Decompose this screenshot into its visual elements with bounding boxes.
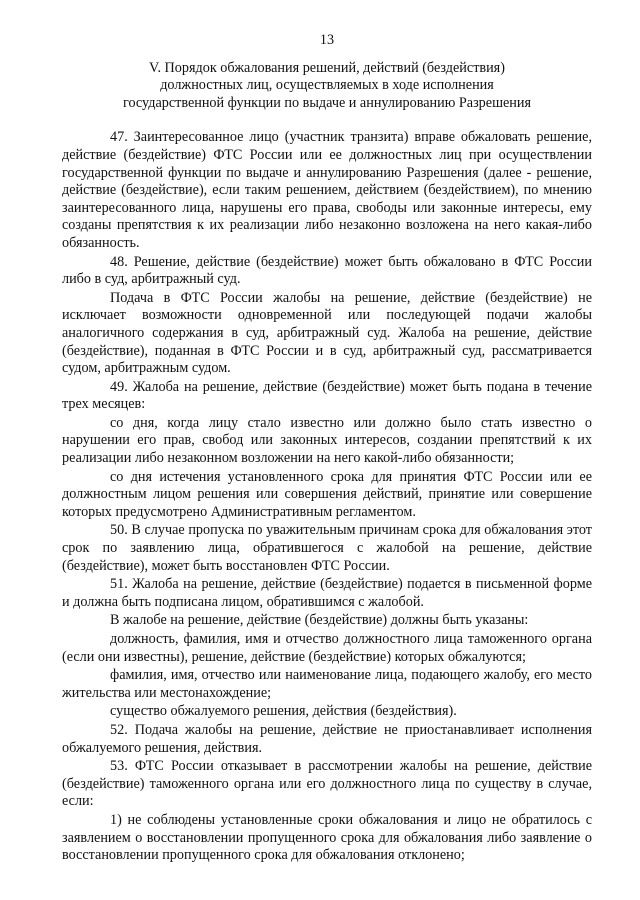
section-heading-line: государственной функции по выдаче и аннулированию Разрешения — [123, 94, 531, 111]
section-heading-line: V. Порядок обжалования решений, действий (бездействия) — [149, 59, 505, 76]
paragraph-49-item-1: со дня, когда лицу стало известно или должно было стать известно о нарушении его прав, свобод или законных интересов, создании препятствий к их реализации либо незаконном возложении на него какой-либо обязанности; — [62, 414, 592, 467]
paragraph-50: 50. В случае пропуска по уважительным причинам срока для обжалования этот срок по заявлению лица, обратившегося с жалобой на решение, действие (бездействие), может быть восстановлен ФТС России. — [62, 522, 592, 574]
paragraph-48: 48. Решение, действие (бездействие) может быть обжаловано в ФТС России либо в суд, арбитражный суд. — [62, 253, 592, 288]
document-page — [62, 32, 592, 866]
paragraph-51-item-3: существо обжалуемого решения, действия (бездействия). — [110, 703, 457, 720]
paragraph-52: 52. Подача жалобы на решение, действие не приостанавливает исполнения обжалуемого решения, действия. — [62, 721, 592, 756]
page-number: 13 — [319, 32, 335, 48]
paragraph-49: 49. Жалоба на решение, действие (бездействие) может быть подана в течение трех месяцев: — [62, 378, 592, 413]
paragraph-48-filing: Подача в ФТС России жалобы на решение, действие (бездействие) не исключает возможности одновременной или последующей подачи жалобы аналогичного содержания в суд, арбитражный суд. Жалоба на решение, действие (бездействие), поданная в ФТС России и в суд, арбитражный суд, рассматривается судом, арбитражным судом. — [62, 289, 592, 377]
section-heading-line: должностных лиц, осуществляемых в ходе исполнения — [160, 77, 494, 94]
paragraph-51-item-2: фамилия, имя, отчество или наименование лица, подающего жалобу, его место жительства или местонахождение; — [62, 667, 592, 701]
paragraph-49-item-2: со дня истечения установленного срока для принятия ФТС России или ее должностным лицом решения или совершения действий, принятие или совершение которых предусмотрено Административным регламентом. — [62, 468, 592, 520]
paragraph-51-item-1: должность, фамилия, имя и отчество должностного лица таможенного органа (если они известны), решение, действие (бездействие) которых обжалуются; — [62, 631, 592, 665]
paragraph-53: 53. ФТС России отказывает в рассмотрении жалобы на решение, действие (бездействие) таможенного органа или его должностного лица по существу в случае, если: — [62, 758, 592, 810]
paragraph-47: 47. Заинтересованное лицо (участник транзита) вправе обжаловать решение, действие (бездействие) ФТС России или ее должностных лиц при осуществлении государственной функции по выдаче и аннулированию Разрешения (далее - решение, действие (бездействие), если таким решением, действием (бездействием), по мнению заинтересованного лица, нарушены его права, свободы или законные интересы, ему созданы препятствия к их реализации либо незаконно возложена на него какая-либо обязанность. — [62, 129, 592, 251]
paragraph-53-item-1: 1) не соблюдены установленные сроки обжалования и лицо не обратилось с заявлением о восстановлении пропущенного срока для обжалования либо заявление о восстановлении пропущенного срока для обжалования отклонено; — [62, 811, 592, 864]
paragraph-51: 51. Жалоба на решение, действие (бездействие) подается в письменной форме и должна быть подписана лицом, обратившимся с жалобой. — [62, 576, 592, 610]
body-text — [62, 129, 592, 864]
section-heading — [62, 60, 592, 113]
paragraph-51-intro: В жалобе на решение, действие (бездействие) должны быть указаны: — [110, 612, 529, 629]
